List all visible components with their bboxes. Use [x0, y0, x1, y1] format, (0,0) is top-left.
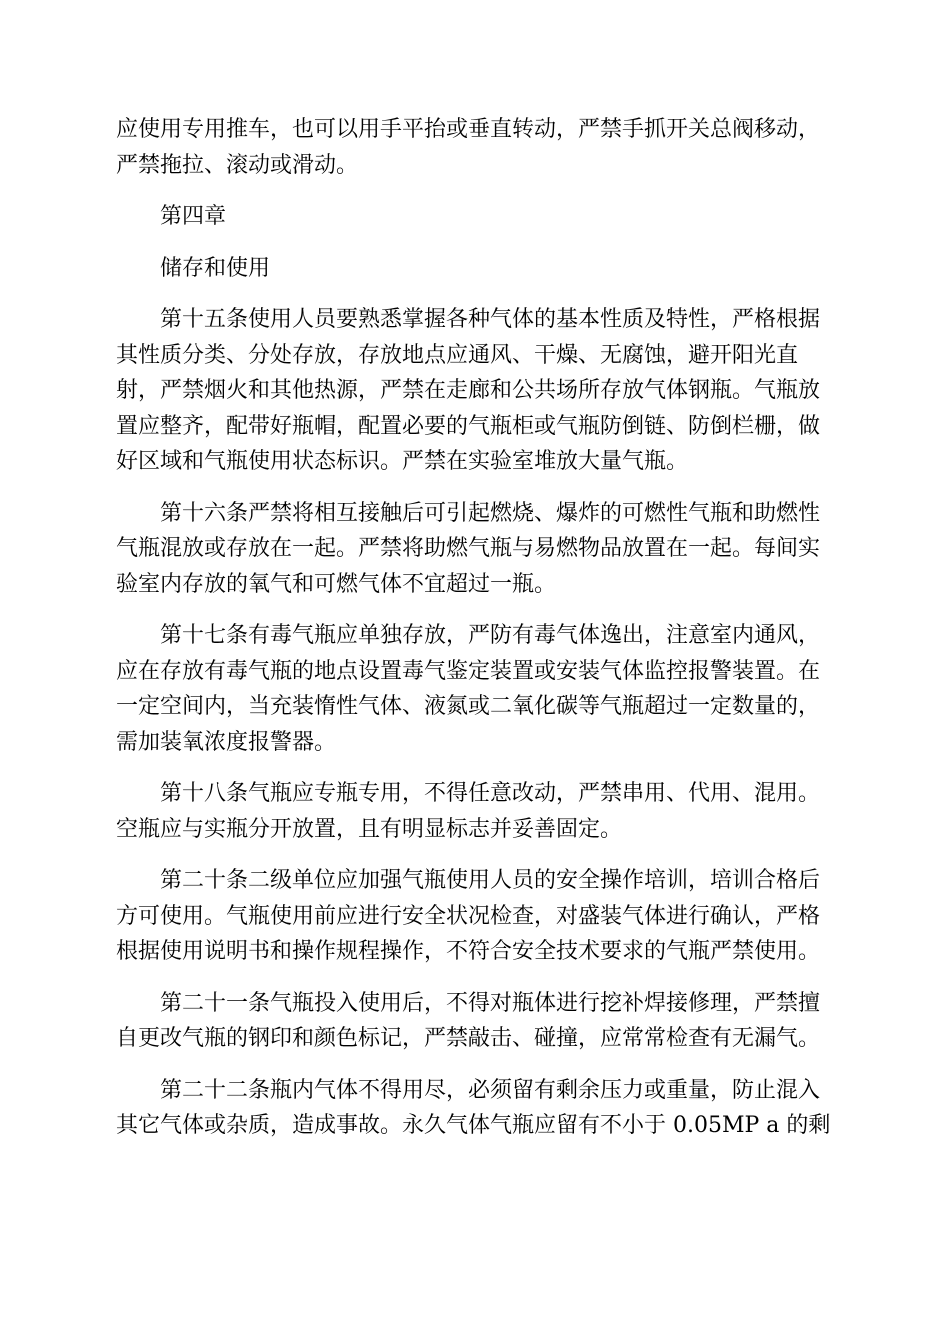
text-line: 自更改气瓶的钢印和颜色标记，严禁敲击、碰撞，应常常检查有无漏气。	[116, 1026, 821, 1051]
chapter-title: 储存和使用	[160, 255, 271, 281]
text-line: 第十五条使用人员要熟悉掌握各种气体的基本性质及特性，严格根据	[160, 307, 821, 332]
text-line: 第十六条严禁将相互接触后可引起燃烧、爆炸的可燃性气瓶和助燃性	[160, 500, 821, 526]
text-line: 第二十二条瓶内气体不得用尽，必须留有剩余压力或重量，防止混入	[160, 1077, 821, 1103]
text-line: 第十七条有毒气瓶应单独存放，严防有毒气体逸出，注意室内通风，	[160, 623, 821, 648]
text-line: 其它气体或杂质，造成事故。永久气体气瓶应留有不小于 0.05MP a 的剩	[116, 1113, 831, 1138]
text-line: 置应整齐，配带好瓶帽，配置必要的气瓶柜或气瓶防倒链、防倒栏栅，做	[116, 413, 821, 439]
text-line: 根据使用说明书和操作规程操作，不符合安全技术要求的气瓶严禁使用。	[116, 939, 821, 964]
text-line: 应在存放有毒气瓶的地点设置毒气鉴定装置或安装气体监控报警装置。在	[116, 658, 821, 684]
text-line: 第二十一条气瓶投入使用后，不得对瓶体进行挖补焊接修理，严禁擅	[160, 990, 821, 1016]
text-line: 应使用专用推车，也可以用手平抬或垂直转动，严禁手抓开关总阀移动，	[116, 117, 821, 142]
article-16	[116, 496, 836, 603]
continuation-paragraph	[116, 112, 836, 183]
article-17	[116, 618, 836, 760]
text-line: 气瓶混放或存放在一起。严禁将助燃气瓶与易燃物品放置在一起。每间实	[116, 536, 821, 561]
text-line: 严禁拖拉、滚动或滑动。	[116, 152, 359, 178]
chapter-heading: 第四章	[160, 204, 227, 229]
text-line: 第十八条气瓶应专瓶专用，不得任意改动，严禁串用、代用、混用。	[160, 781, 821, 806]
text-line: 验室内存放的氧气和可燃气体不宜超过一瓶。	[116, 571, 557, 597]
article-18	[116, 776, 836, 847]
text-line: 方可使用。气瓶使用前应进行安全状况检查，对盛装气体进行确认，严格	[116, 903, 821, 929]
text-line: 第二十条二级单位应加强气瓶使用人员的安全操作培训，培训合格后	[160, 868, 821, 893]
text-line: 需加装氧浓度报警器。	[116, 729, 337, 755]
text-line: 一定空间内，当充装惰性气体、液氮或二氧化碳等气瓶超过一定数量的，	[116, 694, 821, 719]
article-15	[116, 302, 836, 480]
text-line: 好区域和气瓶使用状态标识。严禁在实验室堆放大量气瓶。	[116, 449, 689, 474]
article-21	[116, 986, 836, 1057]
text-line: 其性质分类、分处存放，存放地点应通风、干燥、无腐蚀，避开阳光直	[116, 342, 799, 368]
article-20	[116, 863, 836, 970]
text-line: 空瓶应与实瓶分开放置，且有明显标志并妥善固定。	[116, 816, 623, 842]
document-page	[116, 112, 836, 1160]
text-line: 射，严禁烟火和其他热源，严禁在走廊和公共场所存放气体钢瓶。气瓶放	[116, 378, 821, 403]
article-22	[116, 1073, 836, 1144]
